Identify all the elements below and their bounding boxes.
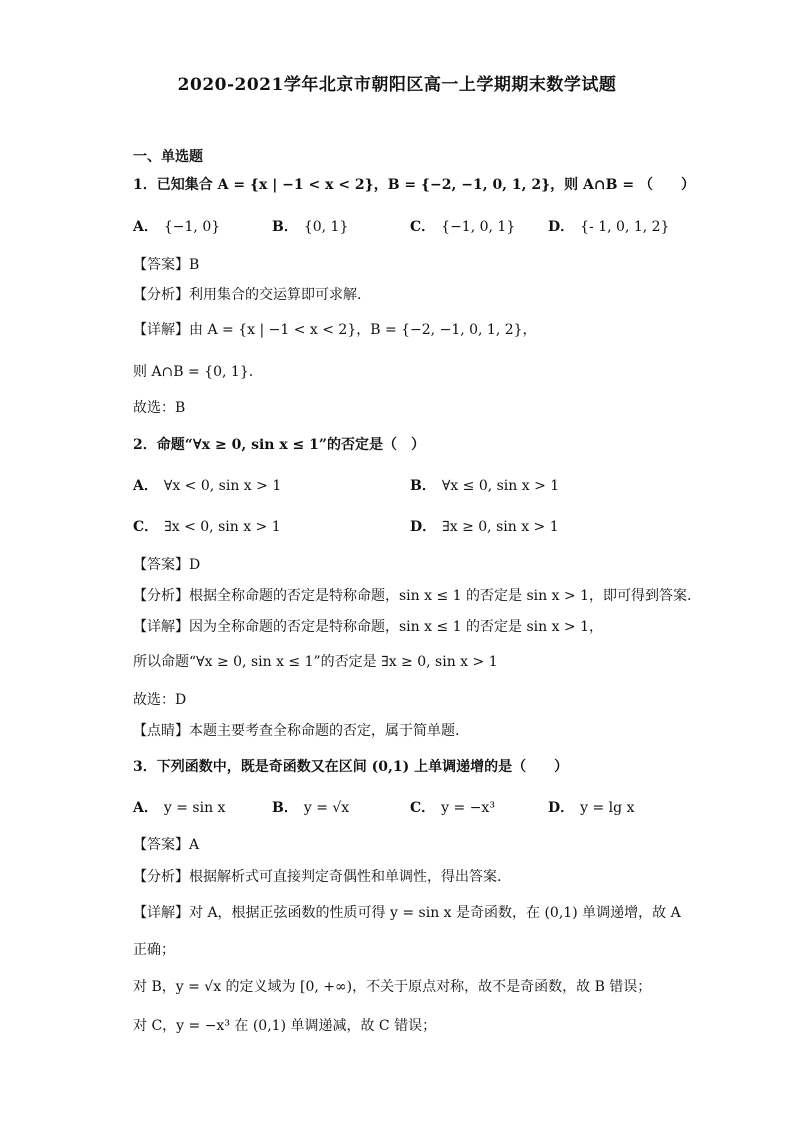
q1-set-a: A = {x | −1 < x < 2} bbox=[217, 177, 374, 193]
q2-option-c: C． ∃x < 0, sin x > 1 bbox=[133, 519, 281, 535]
section-heading: 一、单选题 bbox=[133, 149, 203, 165]
q2-detail-a: 【详解】因为全称命题的否定是特称命题，sin x ≤ 1 的否定是 sin x > 1， bbox=[133, 619, 604, 635]
q1-option-c: C． {−1, 0, 1} bbox=[410, 219, 516, 235]
q3-detail-a: 【详解】对 A，根据正弦函数的性质可得 y = sin x 是奇函数，在 (0,1) 单调递增，故 A bbox=[133, 905, 681, 921]
q2-choose: 故选：D bbox=[133, 692, 187, 708]
q3-option-d: D． y = lg x bbox=[548, 800, 635, 816]
q1-stem-a: 1．已知集合 bbox=[133, 177, 218, 193]
q3-option-b: B． y = √x bbox=[272, 800, 350, 816]
q2-comment: 【点睛】本题主要考查全称命题的否定，属于简单题. bbox=[133, 723, 460, 739]
q2-option-a: A． ∀x < 0, sin x > 1 bbox=[133, 478, 282, 494]
q1-option-b: B． {0, 1} bbox=[272, 219, 349, 235]
question-3-stem: 3．下列函数中，既是奇函数又在区间 (0,1) 上单调递增的是（ ） bbox=[133, 759, 569, 775]
q1-detail-b: 则 A∩B = {0, 1}. bbox=[133, 364, 254, 380]
q2-answer: 【答案】D bbox=[133, 557, 201, 573]
q2-option-b: B． ∀x ≤ 0, sin x > 1 bbox=[410, 478, 560, 494]
q2-analysis: 【分析】根据全称命题的否定是特称命题，sin x ≤ 1 的否定是 sin x > 1，即可得到答案. bbox=[133, 588, 692, 604]
q1-stem-b: ，则 A∩B = （ ） bbox=[550, 177, 695, 193]
q3-detail-d: 对 C，y = −x³ 在 (0,1) 单调递减，故 C 错误； bbox=[133, 1018, 437, 1034]
q1-option-d: D． {- 1, 0, 1, 2} bbox=[548, 219, 670, 235]
q1-analysis: 【分析】利用集合的交运算即可求解. bbox=[133, 287, 362, 303]
q1-detail-a: 【详解】由 A = {x | −1 < x < 2}，B = {−2, −1, 0, 1, 2}， bbox=[133, 322, 537, 338]
q2-option-d: D． ∃x ≥ 0, sin x > 1 bbox=[410, 519, 559, 535]
q1-answer: 【答案】B bbox=[133, 257, 200, 273]
question-2-stem: 2．命题“∀x ≥ 0, sin x ≤ 1”的否定是（ ） bbox=[133, 437, 425, 453]
q1-set-b: B = {−2, −1, 0, 1, 2} bbox=[387, 177, 551, 193]
q3-answer: 【答案】A bbox=[133, 837, 200, 853]
q3-analysis: 【分析】根据解析式可直接判定奇偶性和单调性，得出答案. bbox=[133, 869, 502, 885]
q1-sep: ， bbox=[373, 177, 388, 193]
page-title: 2020-2021学年北京市朝阳区高一上学期期末数学试题 bbox=[177, 75, 617, 95]
q3-option-c: C． y = −x³ bbox=[410, 800, 495, 816]
q3-detail-c: 对 B，y = √x 的定义域为 [0, +∞)，不关于原点对称，故不是奇函数，故 B 错误； bbox=[133, 979, 652, 995]
q3-detail-b: 正确； bbox=[133, 942, 175, 958]
q1-choose: 故选：B bbox=[133, 400, 186, 416]
question-1-stem bbox=[133, 175, 695, 195]
q3-option-a: A． y = sin x bbox=[133, 800, 226, 816]
q1-option-a: A． {−1, 0} bbox=[133, 219, 221, 235]
q2-detail-b: 所以命题“∀x ≥ 0, sin x ≤ 1”的否定是 ∃x ≥ 0, sin x > 1 bbox=[133, 654, 498, 670]
